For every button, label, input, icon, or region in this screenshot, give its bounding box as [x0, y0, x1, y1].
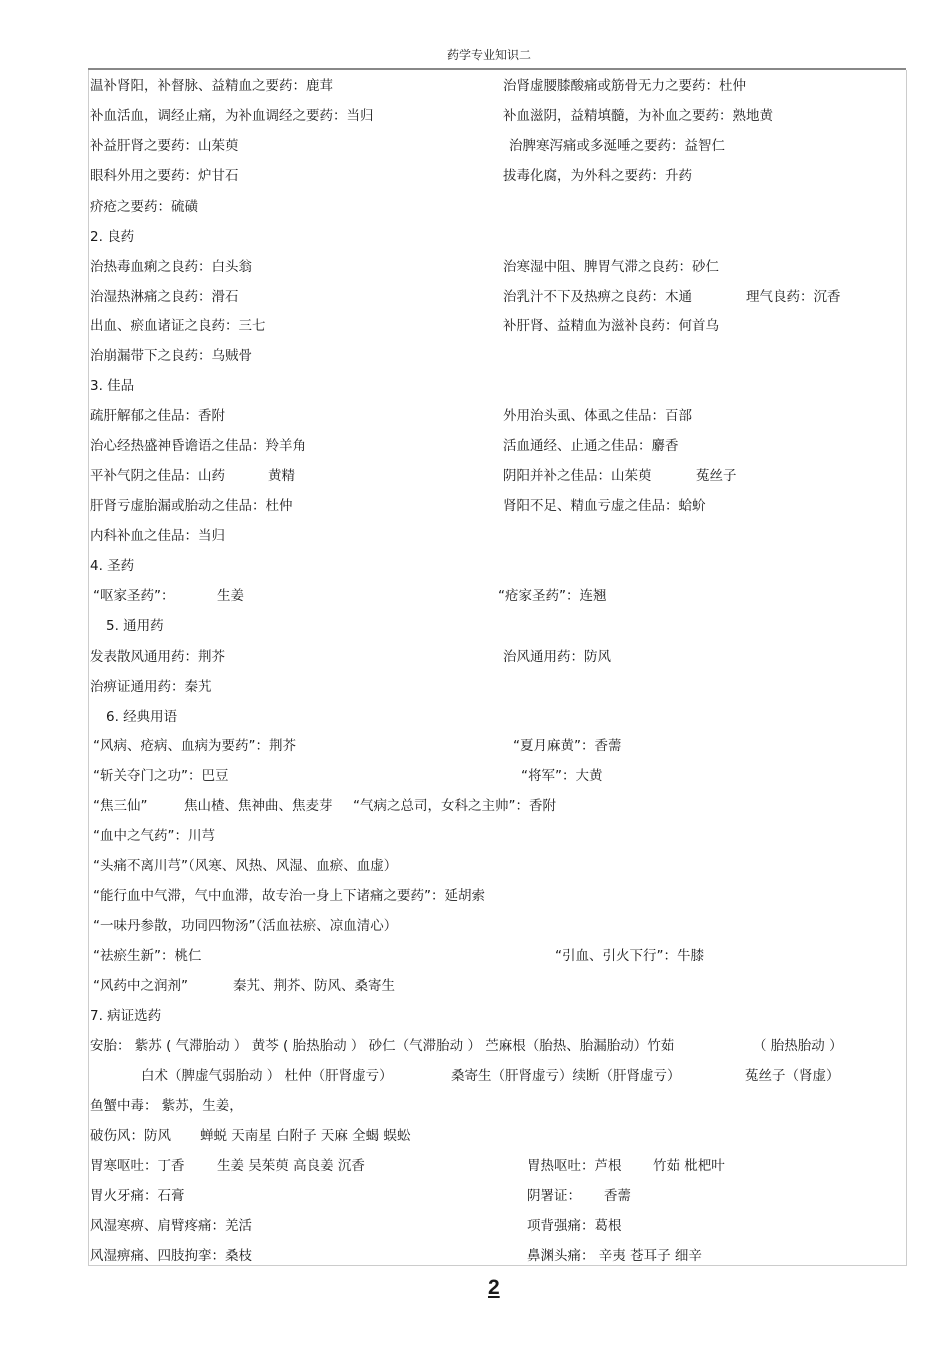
text-line: 补血活血，调经止痛，为补血调经之要药：当归: [90, 108, 374, 124]
text-line: 补肝肾、益精血为滋补良药：何首乌: [503, 318, 719, 334]
text-line: （ 胎热胎动 ）: [753, 1038, 843, 1054]
text-line: “一味丹参散，功同四物汤”（活血祛瘀、凉血清心）: [93, 918, 398, 934]
text-line: 菟丝子: [696, 468, 737, 484]
text-line: 焦山楂、焦神曲、焦麦芽: [184, 798, 333, 814]
text-line: “引血、引火下行”：牛膝: [555, 948, 704, 964]
text-line: 竹茹 枇杷叶: [653, 1158, 725, 1174]
text-line: 胃火牙痛：石膏: [90, 1188, 185, 1204]
text-line: “头痛不离川芎”（风寒、风热、风湿、血瘀、血虚）: [93, 858, 398, 874]
text-line: “风药中之润剂”: [93, 978, 188, 994]
text-line: 活血通经、止通之佳品：麝香: [503, 438, 679, 454]
page-number: 2: [488, 1276, 500, 1299]
text-line: 疏肝解郁之佳品：香附: [90, 408, 225, 424]
text-line: 7. 病证选药: [90, 1008, 162, 1024]
text-line: 2. 良药: [90, 229, 135, 245]
text-line: 阴阳并补之佳品：山茱萸: [503, 468, 652, 484]
text-line: 平补气阴之佳品：山药: [90, 468, 225, 484]
text-line: 内科补血之佳品：当归: [90, 528, 225, 544]
text-line: 阴署证：: [527, 1188, 581, 1204]
text-line: 治心经热盛神昏谵语之佳品：羚羊角: [90, 438, 306, 454]
text-line: 黄精: [268, 468, 295, 484]
text-line: “气病之总司，女科之主帅”：香附: [353, 798, 556, 814]
text-line: 治风通用药：防风: [503, 649, 611, 665]
text-line: 风湿痹痛、四肢拘挛：桑枝: [90, 1248, 252, 1264]
text-line: 眼科外用之要药：炉甘石: [90, 168, 239, 184]
text-line: “将军”：大黄: [521, 768, 603, 784]
frame-right-border: [906, 70, 907, 1265]
page-header: 药学专业知识二: [447, 48, 532, 62]
text-line: 补血滋阴，益精填髓，为补血之要药：熟地黄: [503, 108, 773, 124]
text-line: 治脾寒泻痛或多涎唾之要药：益智仁: [509, 138, 725, 154]
text-line: 6. 经典用语: [106, 709, 178, 725]
frame-left-border: [88, 70, 89, 1265]
text-line: 菟丝子（肾虚）: [745, 1068, 840, 1084]
text-line: 外用治头虱、体虱之佳品：百部: [503, 408, 692, 424]
text-line: 秦艽、荆芥、防风、桑寄生: [233, 978, 395, 994]
text-line: 治痹证通用药：秦艽: [90, 679, 212, 695]
text-line: 治肾虚腰膝酸痛或筋骨无力之要药：杜仲: [503, 78, 746, 94]
text-line: 3. 佳品: [90, 378, 135, 394]
text-line: 治崩漏带下之良药：乌贼骨: [90, 348, 252, 364]
text-line: 发表散风通用药：荆芥: [90, 649, 225, 665]
text-line: 治湿热淋痛之良药：滑石: [90, 289, 239, 305]
text-line: 拔毒化腐，为外科之要药：升药: [503, 168, 692, 184]
text-line: 肝肾亏虚胎漏或胎动之佳品：杜仲: [90, 498, 293, 514]
text-line: 鼻渊头痛： 辛夷 苍耳子 细辛: [527, 1248, 702, 1264]
text-line: 蝉蜕 天南星 白附子 天麻 全蝎 蜈蚣: [200, 1128, 411, 1144]
text-line: 疥疮之要药：硫磺: [90, 199, 198, 215]
text-line: “血中之气药”：川芎: [93, 828, 215, 844]
text-line: 胃寒呕吐：丁香: [90, 1158, 185, 1174]
text-line: 出血、瘀血诸证之良药：三七: [90, 318, 266, 334]
text-line: 5. 通用药: [106, 618, 164, 634]
text-line: 香薷: [604, 1188, 631, 1204]
text-line: 项背强痛：葛根: [527, 1218, 622, 1234]
text-line: 胃热呕吐：芦根: [527, 1158, 622, 1174]
text-line: “焦三仙”: [93, 798, 148, 814]
text-line: “风病、疮病、血病为要药”：荆芥: [93, 738, 296, 754]
text-line: 安胎： 紫苏 ( 气滞胎动 ） 黄芩 ( 胎热胎动 ） 砂仁（气滞胎动 ） 苎麻根（胎热、胎漏胎动）竹茹: [90, 1038, 675, 1054]
text-line: “呕家圣药”：: [93, 588, 175, 604]
text-line: 理气良药：沉香: [746, 289, 841, 305]
text-line: 白术（脾虚气弱胎动 ） 杜仲（肝肾虚亏）: [141, 1068, 393, 1084]
text-line: “疮家圣药”：连翘: [498, 588, 607, 604]
text-line: 肾阳不足、精血亏虚之佳品：蛤蚧: [503, 498, 706, 514]
header-rule: [88, 68, 906, 70]
text-line: 治乳汁不下及热痹之良药：木通: [503, 289, 692, 305]
text-line: “斩关夺门之功”：巴豆: [93, 768, 229, 784]
text-line: 破伤风：防风: [90, 1128, 171, 1144]
text-line: 风湿寒痹、肩臂疼痛：羌活: [90, 1218, 252, 1234]
text-line: 治热毒血痢之良药：白头翁: [90, 259, 252, 275]
text-line: “能行血中气滞，气中血滞，故专治一身上下诸痛之要药”：延胡索: [93, 888, 485, 904]
text-line: “夏月麻黄”：香薷: [513, 738, 622, 754]
text-line: “祛瘀生新”：桃仁: [93, 948, 202, 964]
text-line: 鱼蟹中毒： 紫苏，生姜，: [90, 1098, 243, 1114]
text-line: 温补肾阳，补督脉、益精血之要药：鹿茸: [90, 78, 333, 94]
text-line: 桑寄生（肝肾虚亏）续断（肝肾虚亏）: [451, 1068, 681, 1084]
text-line: 治寒湿中阻、脾胃气滞之良药：砂仁: [503, 259, 719, 275]
text-line: 生姜 吴茱萸 高良姜 沉香: [217, 1158, 365, 1174]
text-line: 4. 圣药: [90, 558, 135, 574]
text-line: 生姜: [217, 588, 244, 604]
text-line: 补益肝肾之要药：山茱萸: [90, 138, 239, 154]
